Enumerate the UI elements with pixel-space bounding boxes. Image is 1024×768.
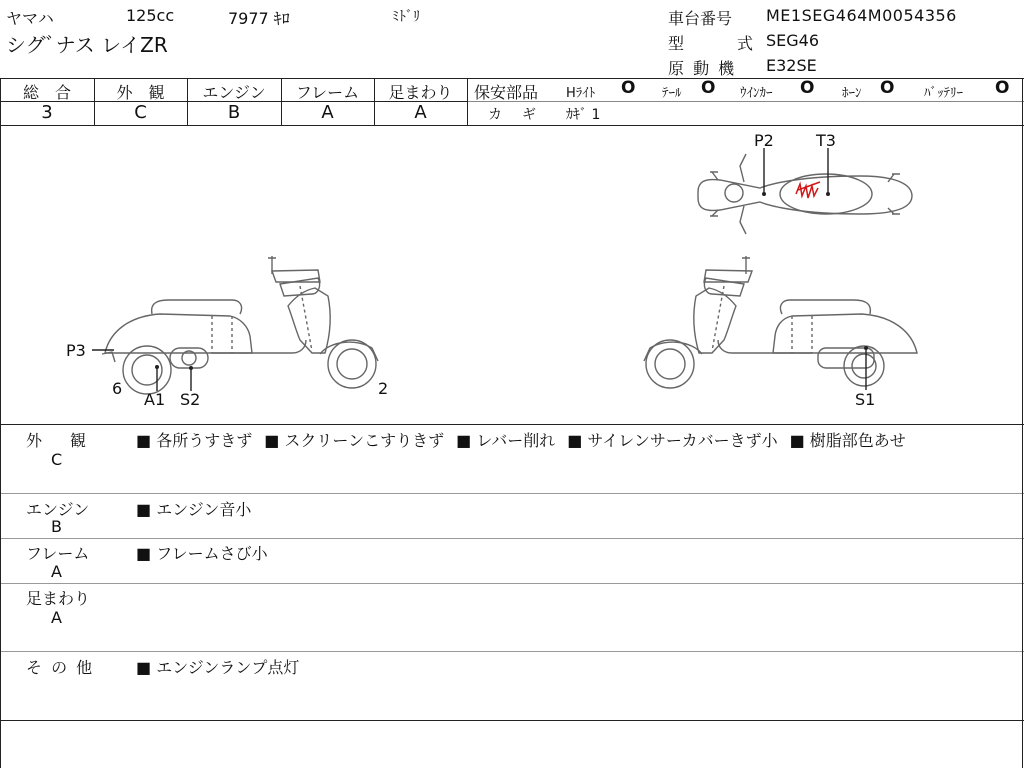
label-p3: P3 xyxy=(66,341,86,360)
divider-other xyxy=(0,720,1024,721)
engine-label: 原 動 機 xyxy=(668,59,737,78)
right-side-scooter xyxy=(644,256,917,388)
frame-no-label: 車台番号 xyxy=(668,9,733,28)
safety-headlight-label: Hﾗｲﾄ xyxy=(566,86,596,101)
safety-winker-label: ｳｲﾝｶｰ xyxy=(740,86,773,101)
top-view-scooter xyxy=(698,154,912,234)
section-suspension-label: 足まわり xyxy=(26,589,91,608)
label-s2: S2 xyxy=(180,390,201,409)
grade-col-sep-5 xyxy=(467,78,468,125)
point-s2 xyxy=(189,366,193,370)
safety-headlight-mark: O xyxy=(621,78,636,98)
grade-engine: B xyxy=(227,102,241,123)
section-exterior-grade: C xyxy=(51,450,63,469)
key-value: ｶｷﾞ 1 xyxy=(566,107,601,123)
section-suspension-grade: A xyxy=(51,608,62,627)
safety-horn-mark: O xyxy=(880,78,895,98)
section-frame-grade: A xyxy=(51,562,62,581)
section-other-label: そ の 他 xyxy=(26,658,95,677)
safety-tail-label: ﾃｰﾙ xyxy=(662,86,682,101)
point-s1 xyxy=(864,346,868,350)
displacement: 125cc xyxy=(126,6,175,25)
frame-note: ■ フレームさび小 xyxy=(136,544,268,563)
divider-safety-mid xyxy=(468,101,1024,102)
point-p2 xyxy=(762,192,766,196)
safety-battery-mark: O xyxy=(995,78,1010,98)
key-label: カ ギ xyxy=(488,107,539,123)
exterior-note-text: 樹脂部色あせ xyxy=(809,431,906,450)
exterior-note-text: レバー削れ xyxy=(476,431,556,450)
point-t3 xyxy=(826,192,830,196)
engine-note-text: エンジン音小 xyxy=(156,500,252,519)
safety-horn-label: ﾎｰﾝ xyxy=(842,86,862,101)
exterior-note: ■ レバー削れ xyxy=(456,431,556,450)
engine-note: ■ エンジン音小 xyxy=(136,500,252,519)
safety-winker-mark: O xyxy=(800,78,815,98)
grade-frame-label: フレーム xyxy=(295,83,360,102)
safety-tail-mark: O xyxy=(701,78,716,98)
divider-frame xyxy=(0,583,1024,584)
section-engine-grade: B xyxy=(51,517,62,536)
damage-mark xyxy=(796,182,820,198)
exterior-note: ■ スクリーンこすりきず xyxy=(264,431,445,450)
grade-exterior-label: 外 観 xyxy=(116,83,165,102)
mileage: 7977 ｷﾛ xyxy=(228,9,290,28)
exterior-note: ■ 各所うすきず xyxy=(136,431,253,450)
safety-battery-label: ﾊﾞｯﾃﾘｰ xyxy=(924,86,963,101)
section-exterior-label: 外 観 xyxy=(26,431,93,450)
exterior-note: ■ サイレンサーカバーきず小 xyxy=(567,431,778,450)
other-note-text: エンジンランプ点灯 xyxy=(156,658,300,677)
exterior-notes xyxy=(136,428,906,451)
grade-overall: 3 xyxy=(41,102,53,123)
bike-diagram xyxy=(0,126,1024,424)
safety-label: 保安部品 xyxy=(474,83,539,102)
label-2: 2 xyxy=(378,379,389,398)
grade-engine-label: エンジン xyxy=(202,83,266,102)
grade-suspension-label: 足まわり xyxy=(388,83,453,102)
label-p2: P2 xyxy=(754,131,774,150)
exterior-note-text: 各所うすきず xyxy=(156,431,253,450)
color: ﾐﾄﾞﾘ xyxy=(392,9,420,25)
left-side-scooter xyxy=(102,256,378,394)
exterior-note-text: サイレンサーカバーきず小 xyxy=(587,431,778,450)
divider-top xyxy=(0,78,1024,79)
other-note: ■ エンジンランプ点灯 xyxy=(136,658,300,677)
grade-frame: A xyxy=(321,102,334,123)
type-label-2: 式 xyxy=(737,34,754,53)
divider-suspension xyxy=(0,651,1024,652)
type-value: SEG46 xyxy=(766,31,820,50)
exterior-note: ■ 樹脂部色あせ xyxy=(789,431,906,450)
model-name: シグﾞナス レイZR xyxy=(6,33,168,57)
divider-exterior xyxy=(0,493,1024,494)
engine-value: E32SE xyxy=(766,56,817,75)
grade-suspension: A xyxy=(414,102,427,123)
label-6: 6 xyxy=(112,379,123,398)
section-frame-label: フレーム xyxy=(26,544,90,563)
exterior-note-text: スクリーンこすりきず xyxy=(284,431,445,450)
section-engine-label: エンジン xyxy=(26,500,90,519)
frame-no: ME1SEG464M0054356 xyxy=(766,6,957,25)
grade-exterior: C xyxy=(134,102,147,123)
label-t3: T3 xyxy=(816,131,836,150)
divider-diagram-bottom xyxy=(0,424,1024,425)
divider-engine xyxy=(0,538,1024,539)
label-s1: S1 xyxy=(855,390,876,409)
type-label-1: 型 xyxy=(668,34,685,53)
maker: ヤマハ xyxy=(6,9,54,28)
point-a1 xyxy=(155,365,159,369)
grade-overall-label: 総 合 xyxy=(22,83,71,102)
frame-note-text: フレームさび小 xyxy=(156,544,268,563)
label-a1: A1 xyxy=(144,390,166,409)
